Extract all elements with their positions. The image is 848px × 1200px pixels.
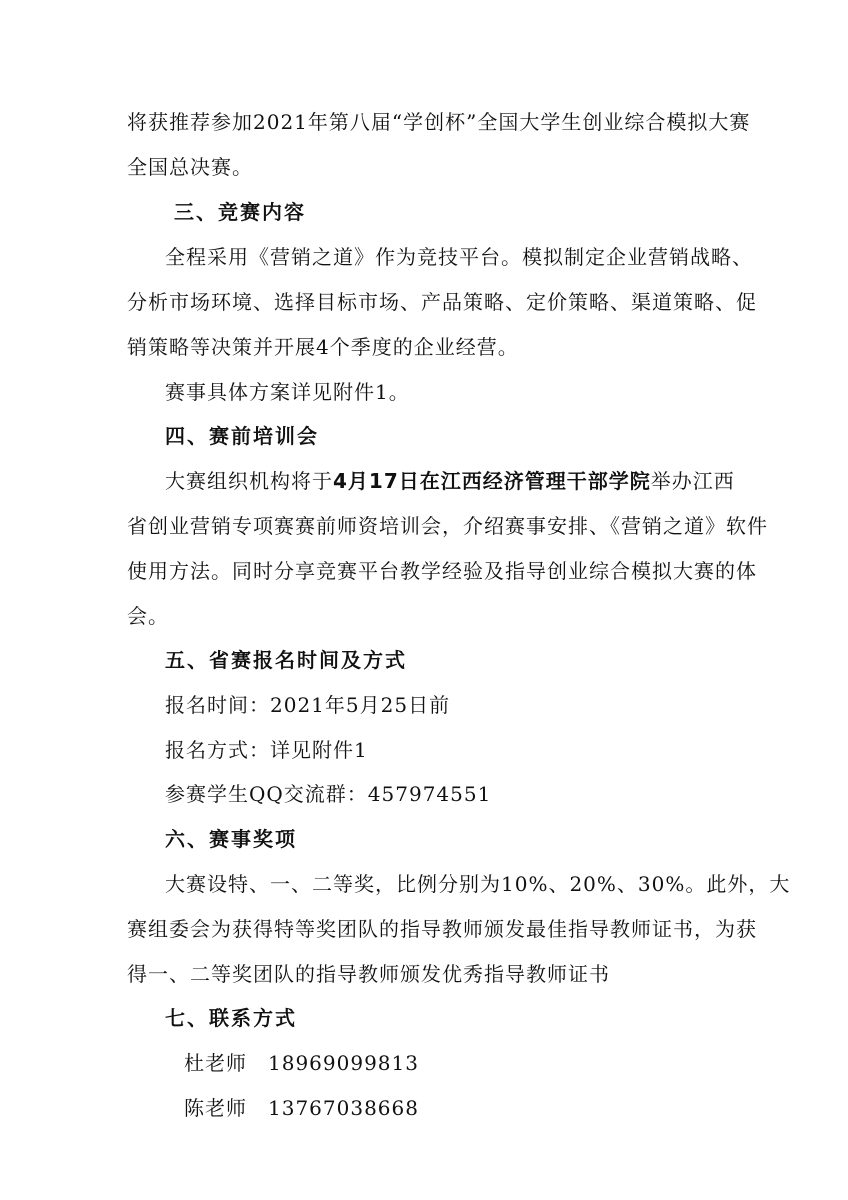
qq-group: 参赛学生QQ交流群：457974551 xyxy=(165,782,492,806)
intro-line-1: 将获推荐参加2021年第八届“学创杯”全国大学生创业综合模拟大赛 xyxy=(127,110,751,134)
s6-line-2: 赛组委会为获得特等奖团队的指导教师颁发最佳指导教师证书，为获 xyxy=(127,917,757,941)
s4-line-1 xyxy=(165,469,735,493)
s6-line-3: 得一、二等奖团队的指导教师颁发优秀指导教师证书 xyxy=(127,962,610,986)
s4-line-1-start: 大赛组织机构将于 xyxy=(165,469,333,493)
section-4-heading: 四、赛前培训会 xyxy=(165,424,319,448)
s4-line-1-end: 举办江西 xyxy=(650,469,735,493)
s4-highlight-date-venue: 4月17日在江西经济管理干部学院 xyxy=(333,469,651,493)
s6-line-1: 大赛设特、一、二等奖，比例分别为10%、20%、30%。此外，大 xyxy=(165,872,791,896)
s3-paragraph-line-1: 全程采用《营销之道》作为竞技平台。模拟制定企业营销战略、 xyxy=(165,245,753,269)
s3-paragraph-line-3: 销策略等决策并开展4个季度的企业经营。 xyxy=(127,335,519,359)
contact-chen: 陈老师 13767038668 xyxy=(184,1096,419,1120)
s3-paragraph-line-2: 分析市场环境、选择目标市场、产品策略、定价策略、渠道策略、促 xyxy=(127,290,757,314)
section-7-heading: 七、联系方式 xyxy=(165,1006,297,1030)
s3-paragraph-2: 赛事具体方案详见附件1。 xyxy=(165,380,410,404)
s4-line-3: 使用方法。同时分享竞赛平台教学经验及指导创业综合模拟大赛的体 xyxy=(127,559,757,583)
registration-method: 报名方式：详见附件1 xyxy=(165,738,368,762)
registration-time: 报名时间：2021年5月25日前 xyxy=(165,693,451,717)
contact-du: 杜老师 18969099813 xyxy=(184,1051,419,1075)
s4-line-4: 会。 xyxy=(127,604,169,628)
section-3-heading: 三、竞赛内容 xyxy=(174,200,306,224)
s4-line-2: 省创业营销专项赛赛前师资培训会，介绍赛事安排、《营销之道》软件 xyxy=(127,514,768,538)
section-5-heading: 五、省赛报名时间及方式 xyxy=(165,648,407,672)
intro-line-2: 全国总决赛。 xyxy=(127,155,253,179)
section-6-heading: 六、赛事奖项 xyxy=(165,827,297,851)
